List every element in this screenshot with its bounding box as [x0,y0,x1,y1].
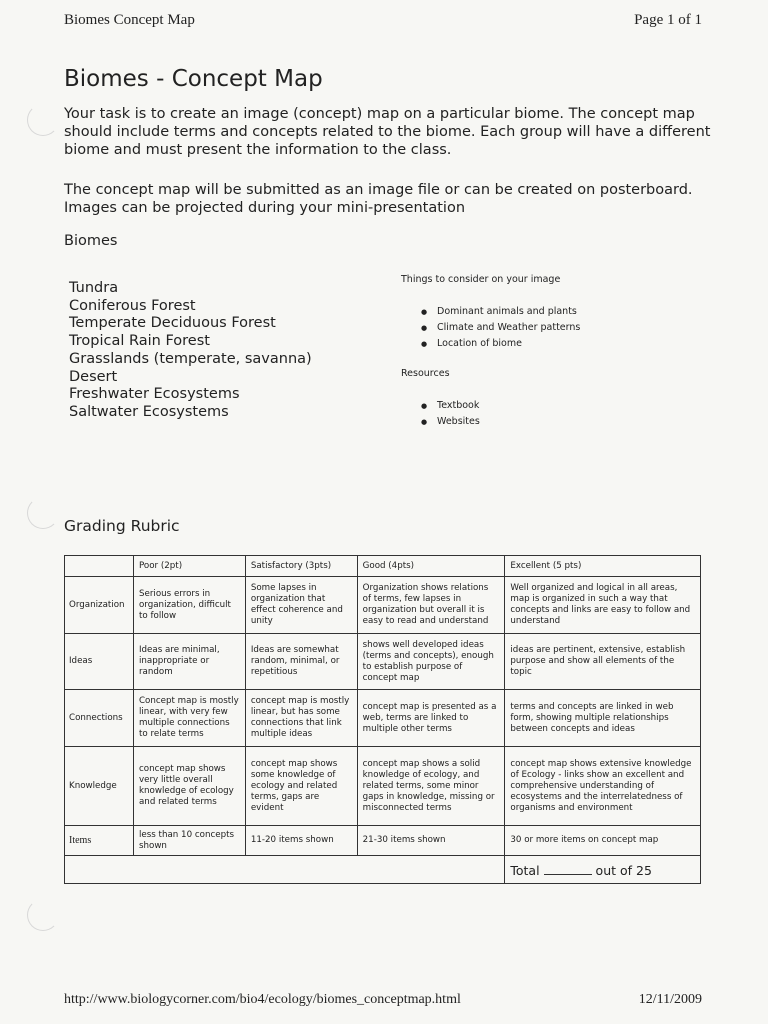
grading-rubric-table [64,555,701,884]
table-cell: Well organized and logical in all areas, map is organized in such a way that concepts and links are easy to follow and understand [505,577,701,634]
row-criterion: Connections [65,690,134,747]
table-cell: 30 or more items on concept map [505,826,701,856]
table-cell: 21-30 items shown [357,826,505,856]
resources-heading: Resources [401,368,450,379]
table-cell: concept map is mostly linear, but has some connections that link multiple ideas [245,690,357,747]
column-header: Good (4pts) [357,556,505,577]
biomes-heading: Biomes [64,233,118,249]
punch-hole-icon [27,497,59,529]
consider-heading: Things to consider on your image [401,274,561,285]
total-cell [505,856,701,884]
row-criterion: Organization [65,577,134,634]
submission-paragraph: The concept map will be submitted as an image file or can be created on posterboard. Images can be projected during your mini-presentation [64,182,693,216]
table-cell: Some lapses in organization that effect coherence and unity [245,577,357,634]
page-title: Biomes - Concept Map [64,66,323,92]
table-cell: Concept map is mostly linear, with very few multiple connections to relate terms [133,690,245,747]
column-header: Satisfactory (3pts) [245,556,357,577]
list-item: ● Websites [421,414,480,430]
list-item: Temperate Deciduous Forest [69,315,276,332]
page-number: Page 1 of 1 [634,12,702,28]
list-item: Desert [69,368,118,385]
table-cell: concept map shows extensive knowledge of Ecology - links show an excellent and comprehensive understanding of ecosystems and the interrelatedness of organisms and environment [505,747,701,826]
total-suffix: out of 25 [595,862,652,878]
list-item: ● Location of biome [421,336,580,352]
list-item: Tundra [69,280,119,296]
list-item: ● Textbook [421,398,480,414]
table-cell: shows well developed ideas (terms and concepts), enough to establish purpose of concept map [357,634,505,690]
table-cell: concept map shows very little overall knowledge of ecology and related terms [133,747,245,826]
footer-date: 12/11/2009 [638,992,702,1007]
table-cell: Ideas are somewhat random, minimal, or repetitious [245,634,357,690]
total-row [65,856,701,884]
table-row [65,826,701,856]
rubric-heading: Grading Rubric [64,517,180,535]
list-item: Grasslands (temperate, savanna) [69,350,312,367]
table-row [65,747,701,826]
list-item: Tropical Rain Forest [69,333,210,350]
biome-list [69,280,312,422]
table-cell: concept map is presented as a web, terms are linked to multiple other terms [357,690,505,747]
consider-list [421,304,580,352]
table-cell: Organization shows relations of terms, few lapses in organization but overall it is easy to read and understand [357,577,505,634]
total-label: Total [510,862,540,878]
punch-hole-icon [27,899,59,931]
table-cell: Ideas are minimal, inappropriate or random [133,634,245,690]
list-item: Saltwater Ecosystems [69,403,229,420]
table-row [65,690,701,747]
list-item: Freshwater Ecosystems [69,386,240,403]
footer-url: http://www.biologycorner.com/bio4/ecology/biomes_conceptmap.html [64,992,461,1007]
list-item: ● Dominant animals and plants [421,304,580,320]
table-cell: concept map shows a solid knowledge of ecology, and related terms, some minor gaps in knowledge, missing or misconnected terms [357,747,505,826]
column-header: Excellent (5 pts) [505,556,701,577]
row-criterion: Items [65,826,134,856]
list-item: Coniferous Forest [69,297,196,314]
table-cell: concept map shows some knowledge of ecology and related terms, gaps are evident [245,747,357,826]
intro-paragraph: Your task is to create an image (concept) map on a particular biome. The concept map should include terms and concepts related to the biome. Each group will have a different biome and must present the information to the class. [64,106,711,158]
table-cell: terms and concepts are linked in web form, showing multiple relationships between concepts and ideas [505,690,701,747]
table-row [65,577,701,634]
row-criterion: Ideas [65,634,134,690]
empty-cell [65,856,505,884]
table-cell: Serious errors in organization, difficult to follow [133,577,245,634]
list-item: ● Climate and Weather patterns [421,320,580,336]
column-header: Poor (2pt) [133,556,245,577]
punch-hole-icon [27,104,59,136]
page-header-title: Biomes Concept Map [64,12,195,28]
column-header [65,556,134,577]
score-blank-line[interactable] [544,864,592,875]
row-criterion: Knowledge [65,747,134,826]
table-cell: 11-20 items shown [245,826,357,856]
table-cell: ideas are pertinent, extensive, establish purpose and show all elements of the topic [505,634,701,690]
table-header-row [65,556,701,577]
table-row [65,634,701,690]
table-cell: less than 10 concepts shown [133,826,245,856]
resources-list [421,398,480,430]
